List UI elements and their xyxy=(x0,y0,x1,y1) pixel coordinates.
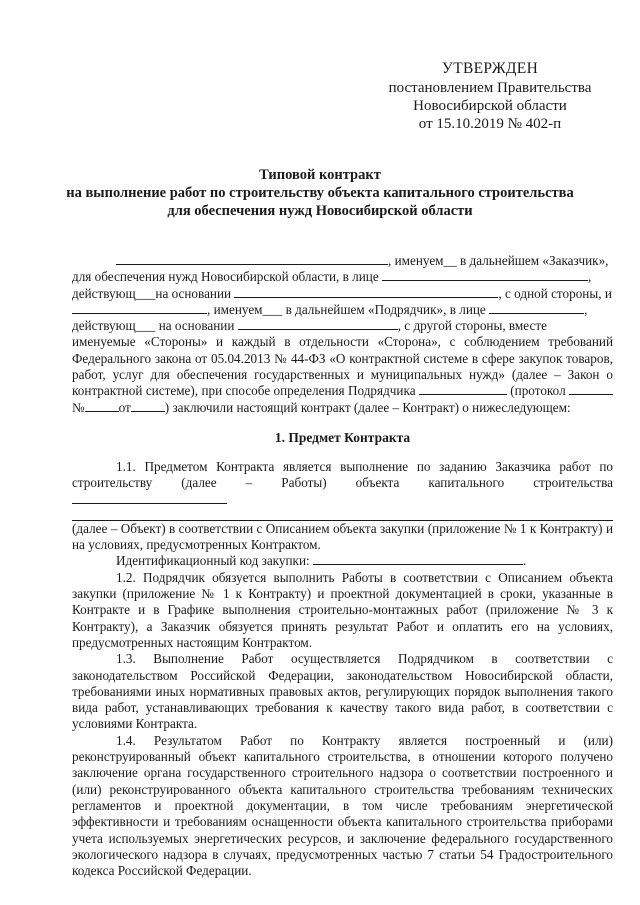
contractor-representative-blank xyxy=(489,302,584,314)
preamble-text-2: для обеспечения нужд Новосибирской области, в лице xyxy=(72,269,379,285)
protocol-number-blank xyxy=(85,400,119,412)
preamble-text-10: № xyxy=(72,399,85,415)
document-title xyxy=(40,166,600,220)
preamble-text-9: (протокол xyxy=(510,383,566,399)
preamble-text-5: , именуем___ в дальнейшем «Подрядчик», в лице xyxy=(207,301,486,317)
clause-1-2: 1.2. Подрядчик обязуется выполнить Работы в соответствии с Описанием объекта закупки (приложение № 1 к Контракту) и проектной документацией в сроки, указанные в Контракте и в Графике выполнения строительно-монтажных работ (приложение № 3 к Контракту), а Заказчик обязуется принять результат Работ и оплатить его на условиях, предусмотренных настоящим Контрактом. xyxy=(72,569,613,650)
section-1-heading: 1. Предмет Контракта xyxy=(274,430,411,445)
approval-stamp xyxy=(380,60,600,133)
protocol-blank xyxy=(569,383,613,395)
title-line-3: для обеспечения нужд Новосибирской области xyxy=(167,203,473,219)
procurement-code-line: Идентификационный код закупки: . xyxy=(116,553,527,569)
preamble-text-6: действующ___ на основании xyxy=(72,318,235,334)
approval-heading: УТВЕРЖДЕН xyxy=(441,60,539,77)
section-1-body xyxy=(72,459,613,879)
title-line-2: на выполнение работ по строительству объекта капитального строительства xyxy=(66,185,574,201)
approval-line-3: от 15.10.2019 № 402-п xyxy=(418,116,562,132)
clause-1-4: 1.4. Результатом Работ по Контракту является построенный и (или) реконструированный объект капитального строительства, в отношении которого получено заключение органа государственного строительного надзора о соответствии построенного и (или) реконструированного объекта капитального строительства требованиям технических регламентов и проектной документации, в том числе требованиям энергетической эффективности и требованиям оснащенности объекта капитального строительства приборами учета используемых энергетических ресурсов, и заключение федерального государственного экологического надзора в случаях, предусмотренных частью 7 статьи 54 Градостроительного кодекса Российской Федерации. xyxy=(72,732,613,879)
preamble-paragraph: , именуем__ в дальнейшем «Заказчик», для обеспечения нужд Новосибирской области, в лице , действующ___на основании , с одной стороны, и , именуем___ в дальнейшем «Подрядчик», в лице , действующ___ на основании , с другой стороны, вместе именуемые «Стороны» и каждый в отдельности «Сторона», с соблюдением требований Федерального закона от 05.04.2013 № 44-ФЗ «О контрактной системе в сфере закупок товаров, работ, услуг для обеспечения государственных и муниципальных нужд» (далее – Закон о контрактной системе), при способе определения Подрядчика (протокол № от ) заключили настоящий контракт (далее – Контракт) о нижеследующем: xyxy=(72,253,613,415)
protocol-date-blank xyxy=(131,400,165,412)
preamble-text-8: именуемые «Стороны» и каждый в отдельности «Сторона», с соблюдением требований Федерального закона от 05.04.2013 № 44-ФЗ «О контрактной системе в сфере закупок товаров, работ, услуг для обеспечения государственных и муниципальных нужд» (далее – Закон о контрактной системе), при способе определения Подрядчика (протокол № от ) заключили настоящий контракт (далее – Контракт) о нижеследующем: xyxy=(72,334,613,415)
approval-line-1: постановлением Правительства xyxy=(388,80,592,96)
preamble-text-3: действующ___на основании xyxy=(72,285,232,301)
customer-name-blank xyxy=(116,253,388,265)
procurement-code-blank xyxy=(313,553,523,565)
procurement-method-blank xyxy=(419,383,507,395)
preamble-text-7: , с другой стороны, вместе xyxy=(397,318,547,334)
contractor-basis-blank xyxy=(238,318,398,330)
preamble-text-11: от xyxy=(118,399,131,415)
object-name-blank-2 xyxy=(72,509,613,521)
object-name-blank xyxy=(72,492,227,504)
preamble-text-12: ) заключили настоящий контракт (далее – Контракт) о нижеследующем: xyxy=(164,399,571,415)
preamble-text-1: , именуем__ в дальнейшем «Заказчик», xyxy=(388,253,609,268)
clause-1-3: 1.3. Выполнение Работ осуществляется Подрядчиком в соответствии с законодательством Российской Федерации, законодательством Новосибирской области, требованиями иных нормативных правовых актов, регулирующих порядок выполнения такого вида работ, устанавливающих требования к качеству такого вида работ, в соответствии с условиями Контракта. xyxy=(72,651,613,732)
clause-1-1: 1.1. Предметом Контракта является выполнение по заданию Заказчика работ по строительству (далее – Работы) объекта капитального строительства (далее – Объект) в соответствии с Описанием объекта закупки (приложение № 1 к Контракту) и на условиях, предусмотренных Контрактом. xyxy=(72,459,613,553)
customer-representative-blank xyxy=(382,269,588,281)
customer-basis-blank xyxy=(234,286,498,298)
approval-line-2: Новосибирской области xyxy=(413,98,567,114)
contractor-name-blank xyxy=(72,302,207,314)
preamble-text-4: , с одной стороны, и xyxy=(498,285,612,301)
title-line-1: Типовой контракт xyxy=(259,167,381,183)
